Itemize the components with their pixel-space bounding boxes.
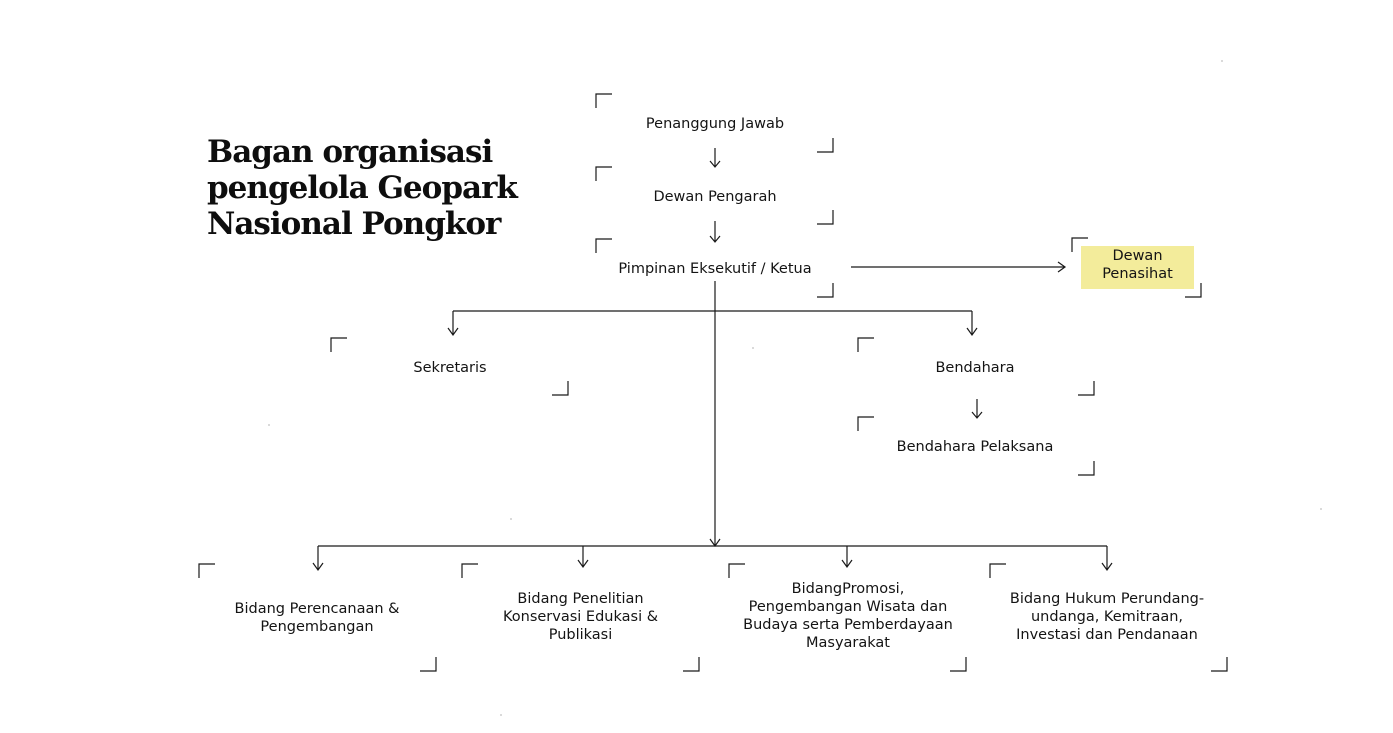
bracket-corner (1078, 461, 1094, 475)
arrow-down (313, 546, 323, 570)
bracket-corner (199, 564, 215, 578)
title-line-3: Nasional Pongkor (207, 206, 501, 242)
main-trunk (710, 281, 720, 546)
node-label-line-3: Publikasi (548, 627, 613, 643)
bracket-corner (990, 564, 1006, 578)
node-label-line-1: Bidang Perencanaan & (234, 601, 400, 617)
bracket-corner (420, 657, 436, 671)
node-bidang-perencanaan (207, 600, 427, 636)
node-bendahara-pelaksana (870, 438, 1080, 456)
bracket-corner (683, 657, 699, 671)
node-label-line-1: BidangPromosi, (791, 581, 905, 597)
node-label: Bendahara (935, 360, 1015, 376)
node-label: Pimpinan Eksekutif / Ketua (618, 261, 812, 277)
bracket-corner (596, 94, 612, 108)
node-label: Bendahara Pelaksana (896, 439, 1054, 455)
bracket-corner (817, 138, 833, 152)
node-sekretaris (370, 359, 530, 377)
node-label: Dewan Pengarah (653, 189, 777, 205)
bracket-corner (552, 381, 568, 395)
title-line-1: Bagan organisasi (207, 134, 493, 170)
arrow-down (967, 311, 977, 335)
node-label-line-2: Pengembangan Wisata dan (748, 599, 948, 615)
node-label-line-2: undanga, Kemitraan, (1030, 609, 1184, 625)
node-dewan-pengarah (620, 188, 810, 206)
bracket-corner (729, 564, 745, 578)
bracket-corner (1078, 381, 1094, 395)
node-label-line-4: Masyarakat (806, 635, 890, 651)
node-label-line-2: Konservasi Edukasi & (502, 609, 659, 625)
title-line-2: pengelola Geopark (207, 170, 517, 206)
arrow-down (448, 311, 458, 335)
node-label-line-3: Budaya serta Pemberdayaan (743, 617, 953, 633)
node-label-line-1: Bidang Penelitian (517, 591, 644, 607)
bracket-corner (817, 210, 833, 224)
bracket-corner (596, 239, 612, 253)
node-label-line-2: Penasihat (1102, 266, 1173, 282)
bracket-corner (462, 564, 478, 578)
node-label-line-1: Bidang Hukum Perundang- (1009, 591, 1205, 607)
bracket-corner (1211, 657, 1227, 671)
bracket-corner (817, 283, 833, 297)
arrow-down (1102, 546, 1112, 570)
node-bidang-hukum (994, 590, 1220, 644)
node-label-line-2: Pengembangan (260, 619, 374, 635)
bracket-corner (858, 338, 874, 352)
arrow-down (710, 221, 720, 242)
node-label-line-3: Investasi dan Pendanaan (1016, 627, 1198, 643)
arrow-down (972, 399, 982, 418)
bracket-corner (1185, 283, 1201, 297)
node-bendahara (895, 359, 1055, 377)
arrow-down (842, 546, 852, 567)
arrow-down (710, 148, 720, 167)
node-bidang-penelitian (483, 590, 678, 644)
node-bidang-promosi (732, 580, 964, 652)
node-pimpinan-eksekutif (600, 260, 830, 278)
arrow-down (578, 546, 588, 567)
node-label: Penanggung Jawab (645, 116, 785, 132)
node-label: Sekretaris (413, 360, 487, 376)
node-dewan-penasihat (1081, 247, 1194, 283)
node-penanggung-jawab (620, 115, 810, 133)
bracket-corner (331, 338, 347, 352)
bracket-corner (596, 167, 612, 181)
bracket-corner (950, 657, 966, 671)
arrow-right (851, 262, 1065, 272)
node-label-line-1: Dewan (1112, 248, 1163, 264)
bracket-corner (858, 417, 874, 431)
